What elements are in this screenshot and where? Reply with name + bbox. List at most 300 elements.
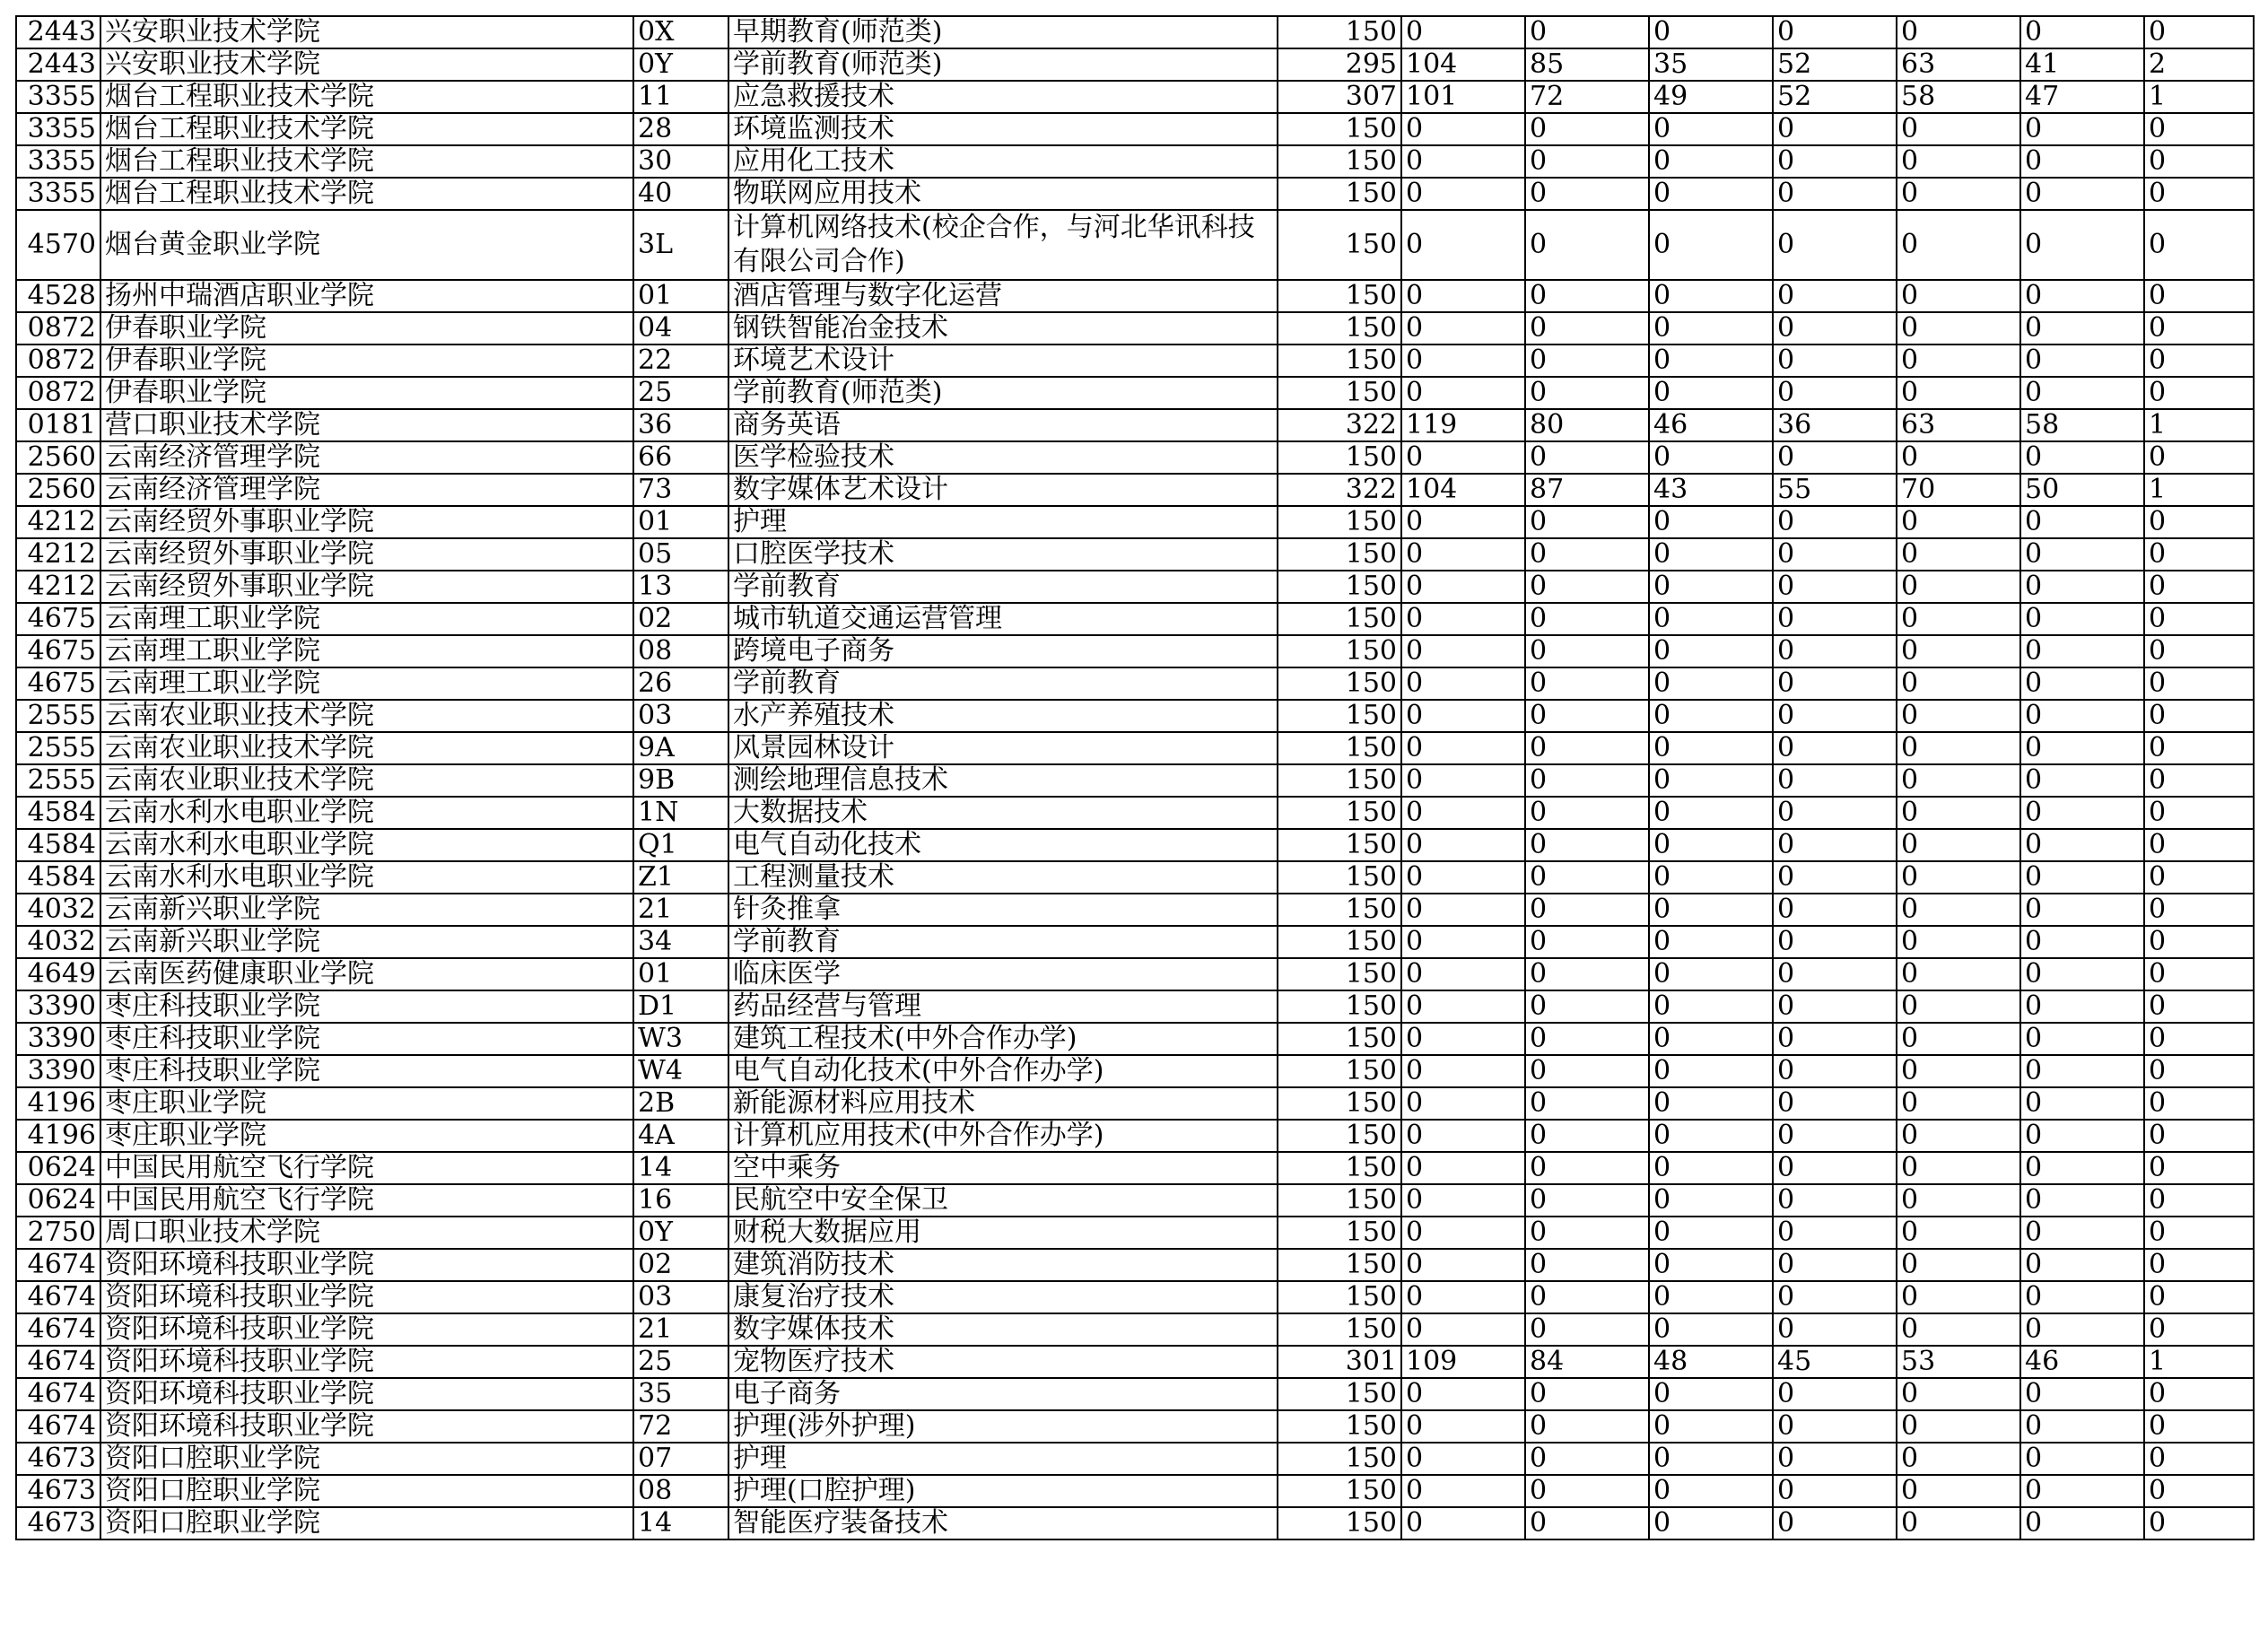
min-score-cell: 150 bbox=[1278, 667, 1401, 700]
score-col-2-cell: 0 bbox=[1525, 441, 1649, 474]
score-col-6-cell: 0 bbox=[2020, 990, 2144, 1023]
score-col-6-cell: 41 bbox=[2020, 48, 2144, 81]
school-code-cell: 4674 bbox=[16, 1281, 100, 1313]
min-score-cell: 150 bbox=[1278, 1378, 1401, 1410]
min-score-cell: 150 bbox=[1278, 635, 1401, 667]
major-code-cell: 28 bbox=[633, 113, 728, 145]
score-col-1-cell: 104 bbox=[1401, 474, 1525, 506]
score-col-4-cell: 0 bbox=[1773, 958, 1897, 990]
school-name-cell: 资阳口腔职业学院 bbox=[100, 1443, 633, 1475]
score-col-1-cell: 0 bbox=[1401, 1281, 1525, 1313]
score-col-4-cell: 0 bbox=[1773, 16, 1897, 48]
score-col-7-cell: 0 bbox=[2144, 441, 2254, 474]
score-col-3-cell: 0 bbox=[1649, 1249, 1773, 1281]
score-col-4-cell: 0 bbox=[1773, 1378, 1897, 1410]
major-code-cell: 66 bbox=[633, 441, 728, 474]
score-col-1-cell: 0 bbox=[1401, 667, 1525, 700]
school-name-cell: 中国民用航空飞行学院 bbox=[100, 1184, 633, 1217]
major-name-cell: 酒店管理与数字化运营 bbox=[728, 280, 1278, 312]
score-col-1-cell: 0 bbox=[1401, 1120, 1525, 1152]
score-col-2-cell: 0 bbox=[1525, 280, 1649, 312]
major-name-cell: 空中乘务 bbox=[728, 1152, 1278, 1184]
score-col-2-cell: 85 bbox=[1525, 48, 1649, 81]
score-col-4-cell: 0 bbox=[1773, 700, 1897, 732]
major-code-cell: 21 bbox=[633, 894, 728, 926]
score-col-5-cell: 0 bbox=[1897, 990, 2020, 1023]
score-col-5-cell: 0 bbox=[1897, 16, 2020, 48]
score-col-1-cell: 0 bbox=[1401, 1410, 1525, 1443]
school-code-cell: 0624 bbox=[16, 1184, 100, 1217]
major-name-cell: 口腔医学技术 bbox=[728, 538, 1278, 571]
score-col-6-cell: 0 bbox=[2020, 16, 2144, 48]
score-col-6-cell: 47 bbox=[2020, 81, 2144, 113]
table-row bbox=[16, 603, 2254, 635]
score-col-7-cell: 0 bbox=[2144, 377, 2254, 409]
table-row bbox=[16, 861, 2254, 894]
table-row bbox=[16, 1249, 2254, 1281]
table-row bbox=[16, 1152, 2254, 1184]
score-col-4-cell: 0 bbox=[1773, 1281, 1897, 1313]
school-code-cell: 4212 bbox=[16, 506, 100, 538]
score-col-4-cell: 0 bbox=[1773, 1217, 1897, 1249]
score-col-7-cell: 0 bbox=[2144, 345, 2254, 377]
major-name-cell: 学前教育 bbox=[728, 667, 1278, 700]
score-col-6-cell: 0 bbox=[2020, 1217, 2144, 1249]
score-col-3-cell: 0 bbox=[1649, 113, 1773, 145]
score-col-2-cell: 0 bbox=[1525, 797, 1649, 829]
score-col-7-cell: 0 bbox=[2144, 1120, 2254, 1152]
major-code-cell: 16 bbox=[633, 1184, 728, 1217]
score-col-1-cell: 0 bbox=[1401, 1055, 1525, 1087]
min-score-cell: 150 bbox=[1278, 1217, 1401, 1249]
major-code-cell: 07 bbox=[633, 1443, 728, 1475]
score-col-3-cell: 0 bbox=[1649, 441, 1773, 474]
score-col-4-cell: 0 bbox=[1773, 145, 1897, 178]
score-col-1-cell: 0 bbox=[1401, 441, 1525, 474]
score-col-1-cell: 0 bbox=[1401, 829, 1525, 861]
score-col-6-cell: 0 bbox=[2020, 1281, 2144, 1313]
score-col-2-cell: 0 bbox=[1525, 1152, 1649, 1184]
major-name-cell: 应用化工技术 bbox=[728, 145, 1278, 178]
score-col-5-cell: 0 bbox=[1897, 861, 2020, 894]
score-col-7-cell: 0 bbox=[2144, 861, 2254, 894]
score-col-4-cell: 0 bbox=[1773, 538, 1897, 571]
score-col-3-cell: 0 bbox=[1649, 1023, 1773, 1055]
score-col-3-cell: 0 bbox=[1649, 210, 1773, 280]
major-code-cell: 08 bbox=[633, 1475, 728, 1507]
school-name-cell: 云南经贸外事职业学院 bbox=[100, 506, 633, 538]
score-col-4-cell: 0 bbox=[1773, 1249, 1897, 1281]
score-col-1-cell: 119 bbox=[1401, 409, 1525, 441]
score-col-2-cell: 0 bbox=[1525, 16, 1649, 48]
score-col-6-cell: 0 bbox=[2020, 571, 2144, 603]
score-col-5-cell: 0 bbox=[1897, 312, 2020, 345]
score-col-4-cell: 0 bbox=[1773, 345, 1897, 377]
table-row bbox=[16, 1378, 2254, 1410]
major-code-cell: 02 bbox=[633, 1249, 728, 1281]
school-code-cell: 3355 bbox=[16, 81, 100, 113]
school-code-cell: 3355 bbox=[16, 178, 100, 210]
score-col-7-cell: 0 bbox=[2144, 506, 2254, 538]
score-col-6-cell: 0 bbox=[2020, 1184, 2144, 1217]
min-score-cell: 150 bbox=[1278, 1475, 1401, 1507]
major-code-cell: 04 bbox=[633, 312, 728, 345]
score-col-4-cell: 0 bbox=[1773, 280, 1897, 312]
school-name-cell: 资阳环境科技职业学院 bbox=[100, 1346, 633, 1378]
score-col-4-cell: 0 bbox=[1773, 829, 1897, 861]
score-col-7-cell: 0 bbox=[2144, 797, 2254, 829]
major-name-cell: 护理 bbox=[728, 506, 1278, 538]
score-col-7-cell: 0 bbox=[2144, 1281, 2254, 1313]
score-col-4-cell: 0 bbox=[1773, 506, 1897, 538]
score-col-2-cell: 0 bbox=[1525, 603, 1649, 635]
school-code-cell: 2443 bbox=[16, 16, 100, 48]
min-score-cell: 150 bbox=[1278, 210, 1401, 280]
major-code-cell: 73 bbox=[633, 474, 728, 506]
score-col-6-cell: 0 bbox=[2020, 280, 2144, 312]
min-score-cell: 150 bbox=[1278, 732, 1401, 764]
score-col-6-cell: 58 bbox=[2020, 409, 2144, 441]
major-name-cell: 工程测量技术 bbox=[728, 861, 1278, 894]
school-name-cell: 云南理工职业学院 bbox=[100, 603, 633, 635]
major-code-cell: 1N bbox=[633, 797, 728, 829]
score-col-1-cell: 0 bbox=[1401, 345, 1525, 377]
school-name-cell: 云南经贸外事职业学院 bbox=[100, 538, 633, 571]
school-code-cell: 4032 bbox=[16, 926, 100, 958]
score-col-2-cell: 84 bbox=[1525, 1346, 1649, 1378]
major-name-cell: 学前教育 bbox=[728, 571, 1278, 603]
score-col-5-cell: 0 bbox=[1897, 894, 2020, 926]
school-code-cell: 3390 bbox=[16, 1055, 100, 1087]
score-col-3-cell: 0 bbox=[1649, 797, 1773, 829]
school-name-cell: 资阳口腔职业学院 bbox=[100, 1475, 633, 1507]
major-code-cell: 0Y bbox=[633, 48, 728, 81]
score-col-7-cell: 0 bbox=[2144, 1055, 2254, 1087]
score-col-6-cell: 0 bbox=[2020, 178, 2144, 210]
major-code-cell: 34 bbox=[633, 926, 728, 958]
school-code-cell: 4649 bbox=[16, 958, 100, 990]
major-code-cell: 14 bbox=[633, 1152, 728, 1184]
min-score-cell: 301 bbox=[1278, 1346, 1401, 1378]
major-code-cell: 72 bbox=[633, 1410, 728, 1443]
score-col-2-cell: 0 bbox=[1525, 1410, 1649, 1443]
score-col-6-cell: 0 bbox=[2020, 1507, 2144, 1539]
major-name-cell: 宠物医疗技术 bbox=[728, 1346, 1278, 1378]
score-col-3-cell: 0 bbox=[1649, 926, 1773, 958]
school-code-cell: 4674 bbox=[16, 1410, 100, 1443]
school-name-cell: 云南新兴职业学院 bbox=[100, 926, 633, 958]
school-code-cell: 4570 bbox=[16, 210, 100, 280]
school-name-cell: 资阳环境科技职业学院 bbox=[100, 1378, 633, 1410]
school-name-cell: 云南水利水电职业学院 bbox=[100, 797, 633, 829]
school-name-cell: 云南新兴职业学院 bbox=[100, 894, 633, 926]
score-col-4-cell: 0 bbox=[1773, 312, 1897, 345]
school-name-cell: 云南医药健康职业学院 bbox=[100, 958, 633, 990]
score-col-3-cell: 46 bbox=[1649, 409, 1773, 441]
major-code-cell: 40 bbox=[633, 178, 728, 210]
score-col-5-cell: 0 bbox=[1897, 1055, 2020, 1087]
major-code-cell: 36 bbox=[633, 409, 728, 441]
min-score-cell: 322 bbox=[1278, 474, 1401, 506]
score-col-5-cell: 0 bbox=[1897, 603, 2020, 635]
major-name-cell: 新能源材料应用技术 bbox=[728, 1087, 1278, 1120]
min-score-cell: 150 bbox=[1278, 1507, 1401, 1539]
score-col-1-cell: 0 bbox=[1401, 732, 1525, 764]
score-col-5-cell: 0 bbox=[1897, 764, 2020, 797]
min-score-cell: 150 bbox=[1278, 1087, 1401, 1120]
score-col-6-cell: 46 bbox=[2020, 1346, 2144, 1378]
table-row bbox=[16, 571, 2254, 603]
score-col-3-cell: 0 bbox=[1649, 958, 1773, 990]
school-name-cell: 烟台黄金职业学院 bbox=[100, 210, 633, 280]
major-code-cell: 01 bbox=[633, 280, 728, 312]
score-col-1-cell: 0 bbox=[1401, 764, 1525, 797]
school-code-cell: 2555 bbox=[16, 732, 100, 764]
school-code-cell: 3390 bbox=[16, 1023, 100, 1055]
min-score-cell: 150 bbox=[1278, 1249, 1401, 1281]
score-col-6-cell: 0 bbox=[2020, 829, 2144, 861]
school-name-cell: 云南农业职业技术学院 bbox=[100, 732, 633, 764]
score-col-4-cell: 0 bbox=[1773, 1120, 1897, 1152]
school-name-cell: 伊春职业学院 bbox=[100, 377, 633, 409]
school-name-cell: 资阳环境科技职业学院 bbox=[100, 1313, 633, 1346]
school-name-cell: 烟台工程职业技术学院 bbox=[100, 81, 633, 113]
score-col-4-cell: 0 bbox=[1773, 926, 1897, 958]
score-col-4-cell: 0 bbox=[1773, 990, 1897, 1023]
score-col-2-cell: 0 bbox=[1525, 1120, 1649, 1152]
score-col-3-cell: 35 bbox=[1649, 48, 1773, 81]
major-name-cell: 学前教育(师范类) bbox=[728, 377, 1278, 409]
school-name-cell: 枣庄科技职业学院 bbox=[100, 1023, 633, 1055]
score-col-7-cell: 0 bbox=[2144, 1507, 2254, 1539]
table-row bbox=[16, 280, 2254, 312]
table-row bbox=[16, 506, 2254, 538]
score-col-1-cell: 0 bbox=[1401, 1443, 1525, 1475]
school-code-cell: 4675 bbox=[16, 667, 100, 700]
score-col-1-cell: 0 bbox=[1401, 1313, 1525, 1346]
score-col-7-cell: 0 bbox=[2144, 958, 2254, 990]
school-name-cell: 云南农业职业技术学院 bbox=[100, 764, 633, 797]
table-row bbox=[16, 81, 2254, 113]
major-name-cell: 电气自动化技术 bbox=[728, 829, 1278, 861]
table-row bbox=[16, 1410, 2254, 1443]
score-col-5-cell: 0 bbox=[1897, 1410, 2020, 1443]
score-col-1-cell: 0 bbox=[1401, 797, 1525, 829]
score-col-5-cell: 0 bbox=[1897, 113, 2020, 145]
score-col-5-cell: 0 bbox=[1897, 1313, 2020, 1346]
school-code-cell: 4584 bbox=[16, 797, 100, 829]
score-col-5-cell: 0 bbox=[1897, 732, 2020, 764]
school-code-cell: 0181 bbox=[16, 409, 100, 441]
major-code-cell: 35 bbox=[633, 1378, 728, 1410]
table-row bbox=[16, 48, 2254, 81]
score-col-7-cell: 0 bbox=[2144, 700, 2254, 732]
major-code-cell: 21 bbox=[633, 1313, 728, 1346]
major-code-cell: 03 bbox=[633, 1281, 728, 1313]
score-col-2-cell: 0 bbox=[1525, 1313, 1649, 1346]
min-score-cell: 150 bbox=[1278, 571, 1401, 603]
score-col-1-cell: 104 bbox=[1401, 48, 1525, 81]
school-name-cell: 周口职业技术学院 bbox=[100, 1217, 633, 1249]
table-row bbox=[16, 1217, 2254, 1249]
table-row bbox=[16, 958, 2254, 990]
major-name-cell: 针灸推拿 bbox=[728, 894, 1278, 926]
score-col-1-cell: 0 bbox=[1401, 700, 1525, 732]
score-col-3-cell: 0 bbox=[1649, 1184, 1773, 1217]
score-col-5-cell: 0 bbox=[1897, 377, 2020, 409]
score-col-4-cell: 0 bbox=[1773, 1443, 1897, 1475]
score-col-1-cell: 0 bbox=[1401, 926, 1525, 958]
major-name-cell: 临床医学 bbox=[728, 958, 1278, 990]
min-score-cell: 150 bbox=[1278, 990, 1401, 1023]
school-code-cell: 0872 bbox=[16, 345, 100, 377]
score-col-2-cell: 0 bbox=[1525, 1378, 1649, 1410]
school-code-cell: 2555 bbox=[16, 700, 100, 732]
score-col-1-cell: 0 bbox=[1401, 1378, 1525, 1410]
score-col-3-cell: 0 bbox=[1649, 667, 1773, 700]
school-code-cell: 0624 bbox=[16, 1152, 100, 1184]
table-row bbox=[16, 1184, 2254, 1217]
major-code-cell: 13 bbox=[633, 571, 728, 603]
major-name-cell: 水产养殖技术 bbox=[728, 700, 1278, 732]
score-col-6-cell: 0 bbox=[2020, 797, 2144, 829]
score-col-3-cell: 48 bbox=[1649, 1346, 1773, 1378]
score-col-4-cell: 0 bbox=[1773, 1313, 1897, 1346]
table-row bbox=[16, 700, 2254, 732]
score-col-5-cell: 0 bbox=[1897, 667, 2020, 700]
min-score-cell: 150 bbox=[1278, 1055, 1401, 1087]
score-col-4-cell: 0 bbox=[1773, 571, 1897, 603]
major-code-cell: D1 bbox=[633, 990, 728, 1023]
score-col-2-cell: 0 bbox=[1525, 210, 1649, 280]
score-col-5-cell: 0 bbox=[1897, 635, 2020, 667]
score-col-7-cell: 0 bbox=[2144, 926, 2254, 958]
score-col-7-cell: 0 bbox=[2144, 1023, 2254, 1055]
school-code-cell: 4675 bbox=[16, 635, 100, 667]
score-col-5-cell: 0 bbox=[1897, 1281, 2020, 1313]
school-name-cell: 资阳环境科技职业学院 bbox=[100, 1281, 633, 1313]
major-name-cell: 数字媒体艺术设计 bbox=[728, 474, 1278, 506]
major-name-cell: 护理(口腔护理) bbox=[728, 1475, 1278, 1507]
score-col-6-cell: 0 bbox=[2020, 345, 2144, 377]
school-code-cell: 4528 bbox=[16, 280, 100, 312]
score-col-6-cell: 0 bbox=[2020, 312, 2144, 345]
table-row bbox=[16, 345, 2254, 377]
score-col-4-cell: 0 bbox=[1773, 894, 1897, 926]
score-col-1-cell: 0 bbox=[1401, 1507, 1525, 1539]
score-col-6-cell: 0 bbox=[2020, 538, 2144, 571]
school-code-cell: 4584 bbox=[16, 829, 100, 861]
score-col-3-cell: 0 bbox=[1649, 312, 1773, 345]
school-code-cell: 4584 bbox=[16, 861, 100, 894]
score-col-6-cell: 0 bbox=[2020, 926, 2144, 958]
table-row bbox=[16, 1087, 2254, 1120]
score-col-5-cell: 0 bbox=[1897, 178, 2020, 210]
score-col-2-cell: 0 bbox=[1525, 732, 1649, 764]
score-col-3-cell: 0 bbox=[1649, 280, 1773, 312]
score-col-6-cell: 0 bbox=[2020, 700, 2144, 732]
score-col-7-cell: 0 bbox=[2144, 894, 2254, 926]
score-col-1-cell: 0 bbox=[1401, 571, 1525, 603]
table-row bbox=[16, 990, 2254, 1023]
score-col-3-cell: 0 bbox=[1649, 861, 1773, 894]
major-name-cell: 风景园林设计 bbox=[728, 732, 1278, 764]
min-score-cell: 295 bbox=[1278, 48, 1401, 81]
score-col-7-cell: 0 bbox=[2144, 280, 2254, 312]
score-col-2-cell: 0 bbox=[1525, 829, 1649, 861]
score-col-4-cell: 55 bbox=[1773, 474, 1897, 506]
table-row bbox=[16, 635, 2254, 667]
score-col-2-cell: 0 bbox=[1525, 1184, 1649, 1217]
school-code-cell: 2750 bbox=[16, 1217, 100, 1249]
school-name-cell: 枣庄职业学院 bbox=[100, 1087, 633, 1120]
score-col-3-cell: 0 bbox=[1649, 1313, 1773, 1346]
score-col-3-cell: 0 bbox=[1649, 700, 1773, 732]
score-col-2-cell: 0 bbox=[1525, 1217, 1649, 1249]
score-col-3-cell: 0 bbox=[1649, 178, 1773, 210]
score-col-4-cell: 0 bbox=[1773, 178, 1897, 210]
score-col-7-cell: 0 bbox=[2144, 538, 2254, 571]
score-col-4-cell: 0 bbox=[1773, 1410, 1897, 1443]
min-score-cell: 322 bbox=[1278, 409, 1401, 441]
score-col-4-cell: 36 bbox=[1773, 409, 1897, 441]
score-col-5-cell: 70 bbox=[1897, 474, 2020, 506]
score-col-7-cell: 0 bbox=[2144, 571, 2254, 603]
score-col-3-cell: 0 bbox=[1649, 1217, 1773, 1249]
school-code-cell: 2560 bbox=[16, 441, 100, 474]
score-col-6-cell: 0 bbox=[2020, 506, 2144, 538]
score-col-3-cell: 43 bbox=[1649, 474, 1773, 506]
score-col-1-cell: 0 bbox=[1401, 16, 1525, 48]
score-col-3-cell: 0 bbox=[1649, 1087, 1773, 1120]
score-col-3-cell: 0 bbox=[1649, 145, 1773, 178]
min-score-cell: 150 bbox=[1278, 894, 1401, 926]
major-name-cell: 护理(涉外护理) bbox=[728, 1410, 1278, 1443]
major-code-cell: 01 bbox=[633, 958, 728, 990]
score-col-2-cell: 0 bbox=[1525, 145, 1649, 178]
score-col-3-cell: 0 bbox=[1649, 1378, 1773, 1410]
score-col-4-cell: 0 bbox=[1773, 210, 1897, 280]
school-code-cell: 4196 bbox=[16, 1087, 100, 1120]
min-score-cell: 150 bbox=[1278, 926, 1401, 958]
score-col-4-cell: 0 bbox=[1773, 1023, 1897, 1055]
school-code-cell: 2555 bbox=[16, 764, 100, 797]
score-col-5-cell: 0 bbox=[1897, 506, 2020, 538]
score-col-6-cell: 0 bbox=[2020, 441, 2144, 474]
score-col-7-cell: 0 bbox=[2144, 1443, 2254, 1475]
score-col-5-cell: 0 bbox=[1897, 210, 2020, 280]
score-col-3-cell: 0 bbox=[1649, 764, 1773, 797]
score-col-2-cell: 0 bbox=[1525, 894, 1649, 926]
table-row bbox=[16, 441, 2254, 474]
score-col-5-cell: 0 bbox=[1897, 1443, 2020, 1475]
min-score-cell: 150 bbox=[1278, 145, 1401, 178]
score-col-4-cell: 0 bbox=[1773, 667, 1897, 700]
school-code-cell: 4673 bbox=[16, 1443, 100, 1475]
score-col-5-cell: 0 bbox=[1897, 1152, 2020, 1184]
school-code-cell: 4674 bbox=[16, 1313, 100, 1346]
score-col-4-cell: 52 bbox=[1773, 81, 1897, 113]
min-score-cell: 150 bbox=[1278, 1184, 1401, 1217]
school-code-cell: 4212 bbox=[16, 571, 100, 603]
score-col-5-cell: 0 bbox=[1897, 926, 2020, 958]
score-col-7-cell: 0 bbox=[2144, 210, 2254, 280]
score-col-4-cell: 0 bbox=[1773, 603, 1897, 635]
table-row bbox=[16, 894, 2254, 926]
major-name-cell: 商务英语 bbox=[728, 409, 1278, 441]
score-col-1-cell: 0 bbox=[1401, 1217, 1525, 1249]
score-col-1-cell: 0 bbox=[1401, 1023, 1525, 1055]
